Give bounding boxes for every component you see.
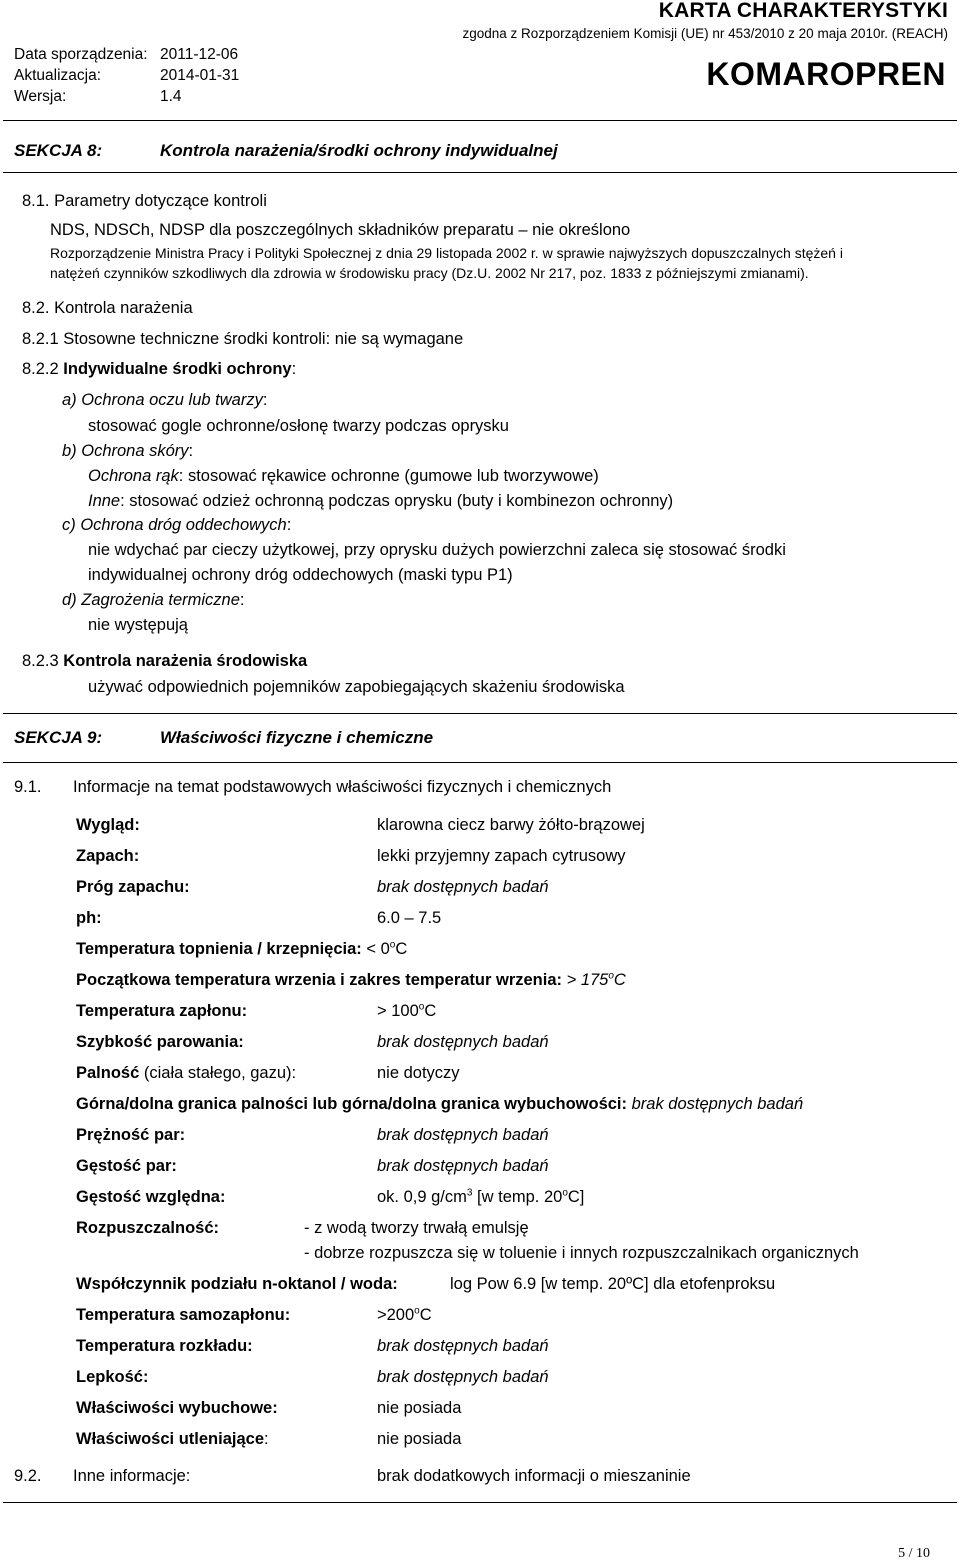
section-9-top-divider bbox=[3, 713, 957, 714]
section-9-label: SEKCJA 9: bbox=[14, 728, 103, 747]
viscosity-value: brak dostępnych badań bbox=[377, 1368, 549, 1386]
subsection-8-2-3: 8.2.3 Kontrola narażenia środowiska bbox=[22, 652, 308, 670]
subsection-8-2-2: 8.2.2 Indywidualne środki ochrony: bbox=[22, 360, 297, 378]
evaporation-rate-value: brak dostępnych badań bbox=[377, 1033, 549, 1051]
vapour-density-value: brak dostępnych badań bbox=[377, 1157, 549, 1175]
subsection-8-2: 8.2. Kontrola narażenia bbox=[22, 299, 193, 317]
autoignition-temperature-label: Temperatura samozapłonu: bbox=[76, 1306, 291, 1324]
document-title: KARTA CHARAKTERYSTYKI bbox=[658, 0, 948, 22]
hand-protection-text: Ochrona rąk: stosować rękawice ochronne (gumowe lub tworzywowe) bbox=[88, 467, 599, 485]
subsection-9-1-number: 9.1. bbox=[14, 778, 42, 796]
regulation-line-2: natężeń czynników szkodliwych dla zdrowia w środowisku pracy (Dz.U. 2002 Nr 217, poz. 1833 z późniejszymi zmianami). bbox=[50, 265, 809, 281]
explosive-properties-value: nie posiada bbox=[377, 1399, 462, 1417]
other-information-value: brak dodatkowych informacji o mieszaninie bbox=[377, 1467, 691, 1485]
product-name: KOMAROPREN bbox=[706, 56, 946, 92]
solubility-value-1: - z wodą tworzy trwałą emulsję bbox=[304, 1219, 529, 1237]
ph-label: ph: bbox=[76, 909, 102, 927]
vapour-density-label: Gęstość par: bbox=[76, 1157, 177, 1175]
regulation-line-1: Rozporządzenie Ministra Pracy i Polityki Społecznej z dnia 29 listopada 2002 r. w sprawie najwyższych dopuszczalnych stężeń i bbox=[50, 245, 843, 261]
nds-line: NDS, NDSCh, NDSP dla poszczególnych składników preparatu – nie określono bbox=[50, 221, 631, 239]
vapour-pressure-label: Prężność par: bbox=[76, 1126, 186, 1144]
flammability-value: nie dotyczy bbox=[377, 1064, 460, 1082]
odour-threshold-value: brak dostępnych badań bbox=[377, 878, 549, 896]
partition-coefficient-value: log Pow 6.9 [w temp. 20ºC] dla etofenproksu bbox=[450, 1275, 776, 1293]
melting-point-value: < 0 bbox=[361, 940, 390, 958]
explosive-properties-label: Właściwości wybuchowe: bbox=[76, 1399, 278, 1417]
solubility-label: Rozpuszczalność: bbox=[76, 1219, 220, 1237]
section-9-divider bbox=[3, 762, 957, 763]
relative-density-label: Gęstość względna: bbox=[76, 1188, 226, 1206]
flammability-label: Palność (ciała stałego, gazu): bbox=[76, 1064, 297, 1082]
oxidising-properties-label: Właściwości utleniające: bbox=[76, 1430, 269, 1448]
flash-point-label: Temperatura zapłonu: bbox=[76, 1002, 248, 1020]
solubility-value-2: - dobrze rozpuszcza się w toluenie i innych rozpuszczalnikach organicznych bbox=[304, 1244, 859, 1262]
section-8-label: SEKCJA 8: bbox=[14, 141, 103, 160]
subsection-8-2-1: 8.2.1 Stosowne techniczne środki kontroli: nie są wymagane bbox=[22, 330, 464, 348]
respiratory-protection-text-1: nie wdychać par cieczy użytkowej, przy oprysku dużych powierzchni zaleca się stosować środki bbox=[88, 541, 786, 559]
boiling-point-label: Początkowa temperatura wrzenia i zakres temperatur wrzenia: bbox=[76, 971, 563, 989]
ph-value: 6.0 – 7.5 bbox=[377, 909, 442, 927]
version-value: 1.4 bbox=[160, 88, 182, 105]
respiratory-protection-label: c) Ochrona dróg oddechowych: bbox=[62, 516, 292, 534]
thermal-hazards-label: d) Zagrożenia termiczne: bbox=[62, 591, 245, 609]
evaporation-rate-label: Szybkość parowania: bbox=[76, 1033, 244, 1051]
date-label: Data sporządzenia: bbox=[14, 46, 148, 63]
subsection-9-1-title: Informacje na temat podstawowych właściwości fizycznych i chemicznych bbox=[73, 778, 612, 796]
appearance-value: klarowna ciecz barwy żółto-brązowej bbox=[377, 816, 645, 834]
explosive-limits-row bbox=[76, 1095, 803, 1114]
explosive-limits-label: Górna/dolna granica palności lub górna/dolna granica wybuchowości: bbox=[76, 1095, 628, 1113]
respiratory-protection-text-2: indywidualnej ochrony dróg oddechowych (maski typu P1) bbox=[88, 566, 513, 584]
regulation-note: zgodna z Rozporządzeniem Komisji (UE) nr 453/2010 z 20 maja 2010r. (REACH) bbox=[462, 26, 948, 41]
appearance-label: Wygląd: bbox=[76, 816, 140, 834]
eye-protection-label: a) Ochrona oczu lub twarzy: bbox=[62, 391, 268, 409]
date-value: 2011-12-06 bbox=[160, 46, 239, 63]
skin-protection-label: b) Ochrona skóry: bbox=[62, 442, 194, 460]
decomposition-temperature-value: brak dostępnych badań bbox=[377, 1337, 549, 1355]
relative-density-value: ok. 0,9 $g/cm^3$ [w temp. 20$^o$C] bbox=[377, 1187, 585, 1206]
odour-threshold-label: Próg zapachu: bbox=[76, 878, 190, 896]
section-8-title: Kontrola narażenia/środki ochrony indywidualnej bbox=[160, 141, 558, 160]
other-protection-text: Inne: stosować odzież ochronną podczas oprysku (buty i kombinezon ochronny) bbox=[88, 492, 674, 510]
viscosity-label: Lepkość: bbox=[76, 1368, 149, 1386]
oxidising-properties-value: nie posiada bbox=[377, 1430, 462, 1448]
section-8-divider bbox=[3, 172, 957, 173]
flash-point-value: > $100^oC$ bbox=[377, 1001, 437, 1020]
decomposition-temperature-label: Temperatura rozkładu: bbox=[76, 1337, 253, 1355]
version-label: Wersja: bbox=[14, 88, 67, 105]
boiling-point-row: Początkowa temperatura wrzenia i zakres temperatur wrzenia: > $175^oC$ bbox=[76, 970, 626, 989]
environment-exposure-text: używać odpowiednich pojemników zapobiegających skażeniu środowiska bbox=[88, 678, 625, 696]
subsection-8-2-2-title: Indywidualne środki ochrony bbox=[63, 360, 292, 378]
odour-label: Zapach: bbox=[76, 847, 140, 865]
update-label: Aktualizacja: bbox=[14, 67, 102, 84]
page-number: 5 / 10 bbox=[898, 1546, 930, 1561]
odour-value: lekki przyjemny zapach cytrusowy bbox=[377, 847, 626, 865]
melting-point-label: Temperatura topnienia / krzepnięcia: bbox=[76, 940, 362, 958]
melting-point-row: Temperatura topnienia / krzepnięcia: < $0^oC$ bbox=[76, 939, 408, 958]
thermal-hazards-text: nie występują bbox=[88, 616, 188, 634]
vapour-pressure-value: brak dostępnych badań bbox=[377, 1126, 549, 1144]
autoignition-temperature-value: $>200^oC$ bbox=[377, 1305, 432, 1324]
section-9-title: Właściwości fizyczne i chemiczne bbox=[160, 728, 434, 747]
update-value: 2014-01-31 bbox=[160, 67, 240, 84]
partition-coefficient-label: Współczynnik podziału n-oktanol / woda: bbox=[76, 1275, 398, 1293]
subsection-9-2-title: Inne informacje: bbox=[73, 1467, 191, 1485]
footer-divider bbox=[3, 1502, 957, 1503]
boiling-point-value: > 175 bbox=[562, 971, 609, 989]
eye-protection-text: stosować gogle ochronne/osłonę twarzy podczas oprysku bbox=[88, 417, 509, 435]
explosive-limits-value: brak dostępnych badań bbox=[627, 1095, 804, 1113]
header-divider bbox=[3, 120, 957, 121]
subsection-9-2-number: 9.2. bbox=[14, 1467, 42, 1485]
subsection-8-1: 8.1. Parametry dotyczące kontroli bbox=[22, 192, 267, 210]
